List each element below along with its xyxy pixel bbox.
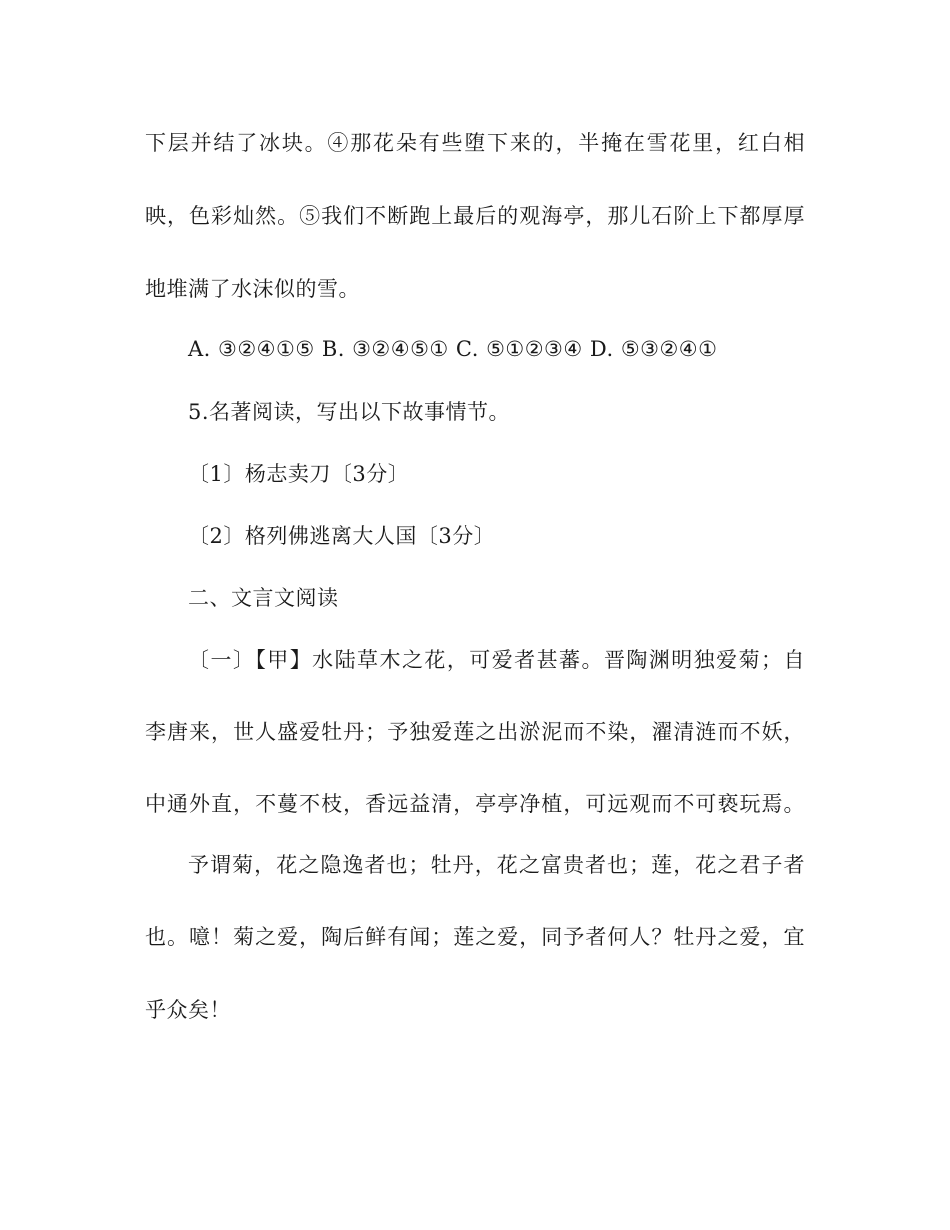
question-5: 5.名著阅读，写出以下故事情节。 [188, 400, 511, 424]
text-line-13: 也。噫！菊之爱，陶后鲜有闻；莲之爱，同予者何人？牡丹之爱，宜 [145, 925, 805, 949]
answer-options: A. ③②④①⑤ B. ③②④⑤① C. ⑤①②③④ D. ⑤③②④① [188, 337, 718, 361]
text-line-12: 予谓菊，花之隐逸者也；牡丹，花之富贵者也；莲，花之君子者 [188, 853, 805, 877]
section-heading: 二、文言文阅读 [188, 586, 339, 610]
text-line-2: 映，色彩灿然。⑤我们不断跑上最后的观海亭，那儿石阶上下都厚厚 [145, 204, 805, 228]
question-5-item-1: 〔1〕杨志卖刀〔3分〕 [188, 462, 410, 486]
question-5-item-2: 〔2〕格列佛逃离大人国〔3分〕 [188, 524, 496, 548]
text-line-1: 下层并结了冰块。④那花朵有些堕下来的，半掩在雪花里，红白相 [145, 131, 805, 155]
text-line-3: 地堆满了水沫似的雪。 [145, 277, 360, 301]
text-line-11: 中通外直，不蔓不枝，香远益清，亭亭净植，可远观而不可亵玩焉。 [145, 792, 805, 816]
text-line-9: 〔一〕【甲】水陆草木之花，可爱者甚蕃。晋陶渊明独爱菊；自 [188, 648, 805, 672]
text-line-10: 李唐来，世人盛爱牡丹；予独爱莲之出淤泥而不染，濯清涟而不妖， [145, 720, 805, 744]
text-line-14: 乎众矣！ [145, 998, 231, 1022]
